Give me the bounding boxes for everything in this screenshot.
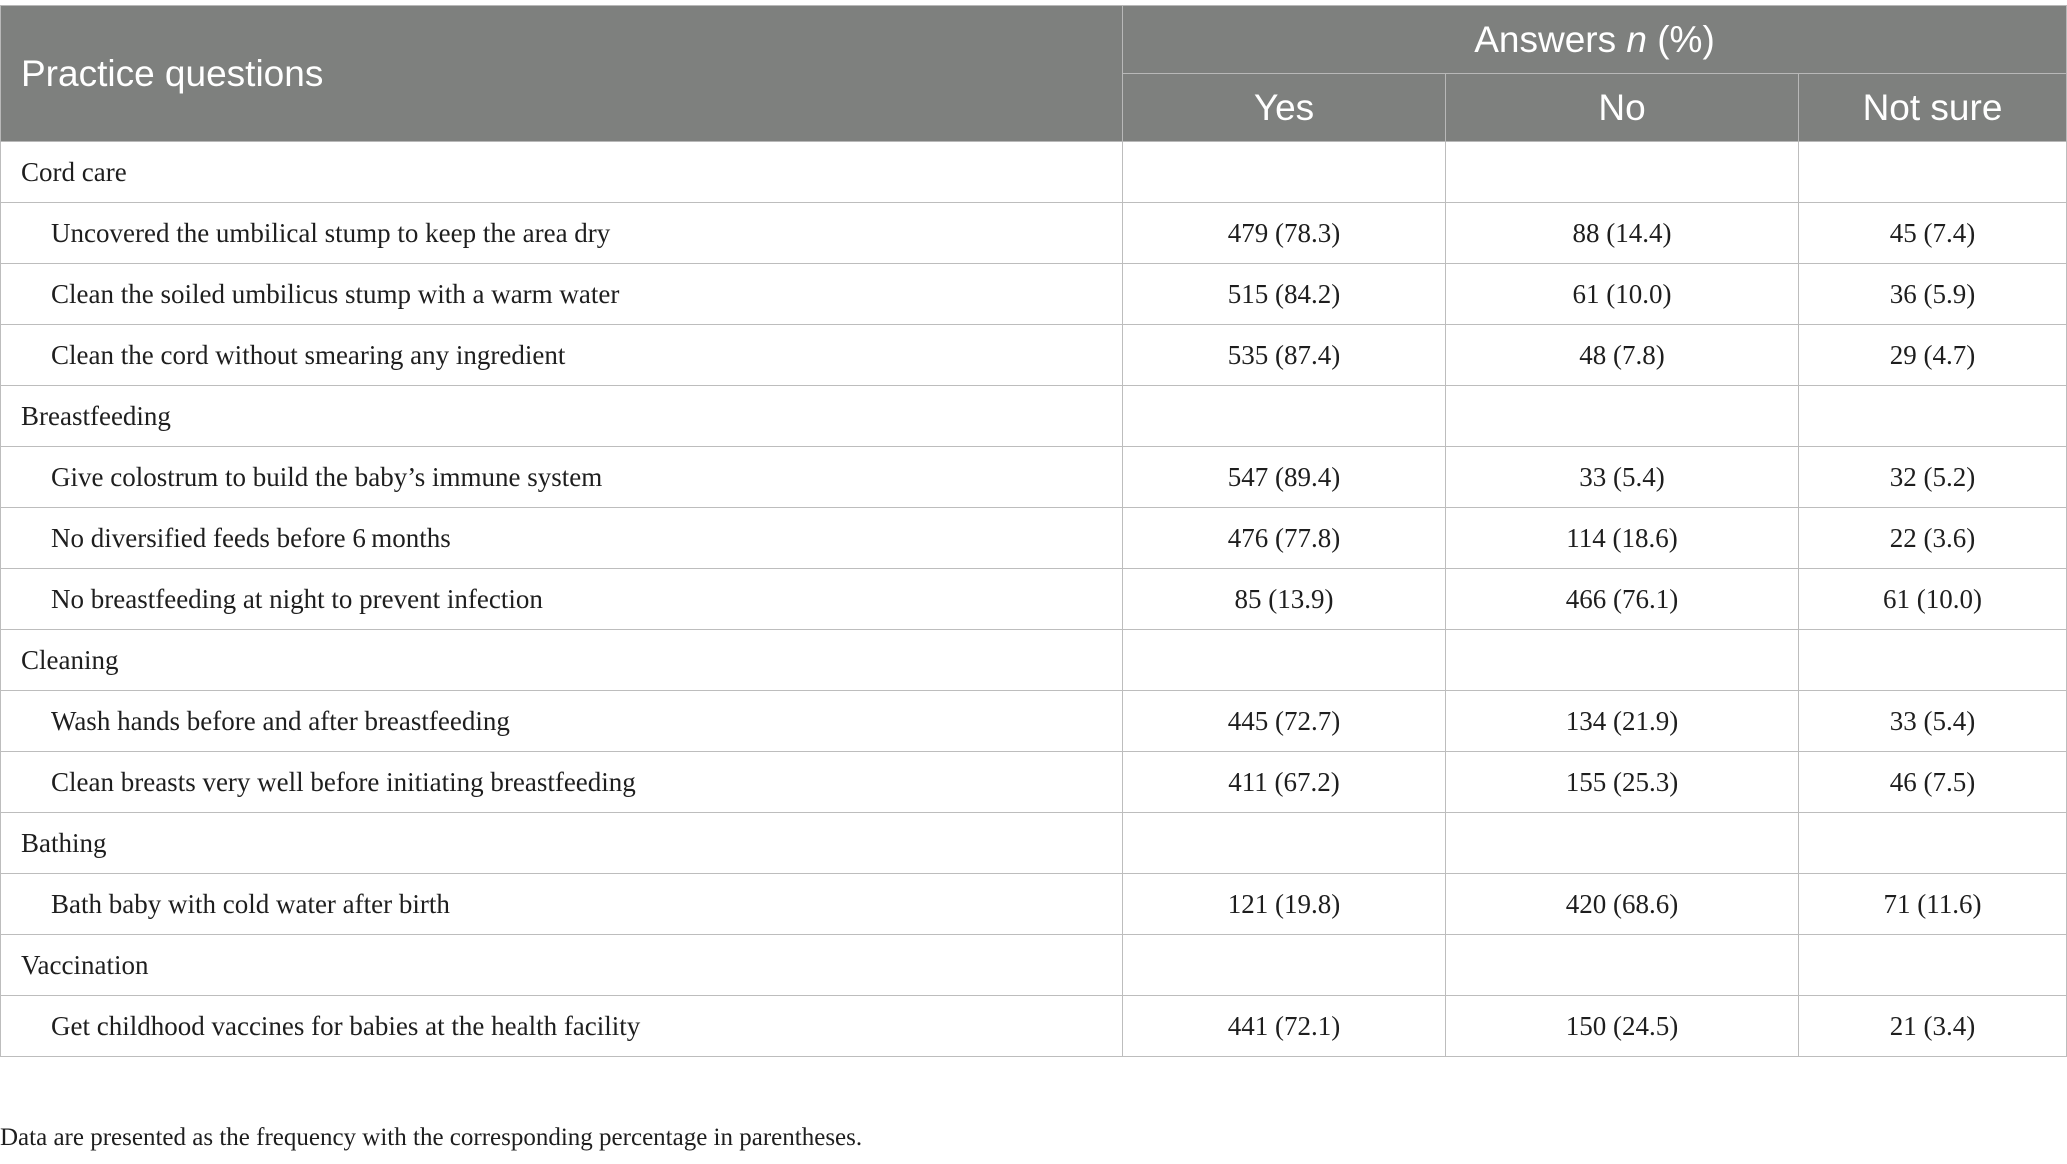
yes-value: 547 (89.4) — [1123, 447, 1446, 508]
no-value: 155 (25.3) — [1446, 752, 1799, 813]
no-value: 150 (24.5) — [1446, 996, 1799, 1057]
not-sure-value: 71 (11.6) — [1799, 874, 2067, 935]
not-sure-value: 22 (3.6) — [1799, 508, 2067, 569]
empty-cell — [1799, 630, 2067, 691]
no-value: 48 (7.8) — [1446, 325, 1799, 386]
category-label: Vaccination — [1, 935, 1123, 996]
answers-n: n — [1626, 18, 1647, 60]
table-row — [1, 996, 2067, 1057]
table-row — [1, 691, 2067, 752]
empty-cell — [1446, 935, 1799, 996]
table-header — [1, 6, 2067, 142]
yes-value: 515 (84.2) — [1123, 264, 1446, 325]
practice-table — [0, 5, 2067, 1057]
table-row — [1, 935, 2067, 996]
header-answers — [1123, 6, 2067, 74]
question-label: No diversified feeds before 6 months — [1, 508, 1123, 569]
table-row — [1, 752, 2067, 813]
question-label: Uncovered the umbilical stump to keep the area dry — [1, 203, 1123, 264]
no-value: 134 (21.9) — [1446, 691, 1799, 752]
yes-value: 121 (19.8) — [1123, 874, 1446, 935]
category-label: Cord care — [1, 142, 1123, 203]
no-value: 420 (68.6) — [1446, 874, 1799, 935]
empty-cell — [1446, 813, 1799, 874]
empty-cell — [1123, 935, 1446, 996]
question-label: Clean the cord without smearing any ingredient — [1, 325, 1123, 386]
question-label: Bath baby with cold water after birth — [1, 874, 1123, 935]
yes-value: 535 (87.4) — [1123, 325, 1446, 386]
table-body — [1, 142, 2067, 1057]
header-practice-questions: Practice questions — [1, 6, 1123, 142]
empty-cell — [1446, 630, 1799, 691]
header-no: No — [1446, 74, 1799, 142]
empty-cell — [1799, 386, 2067, 447]
table-row — [1, 142, 2067, 203]
no-value: 466 (76.1) — [1446, 569, 1799, 630]
question-label: Get childhood vaccines for babies at the health facility — [1, 996, 1123, 1057]
table-row — [1, 874, 2067, 935]
header-yes: Yes — [1123, 74, 1446, 142]
table-row — [1, 630, 2067, 691]
empty-cell — [1446, 386, 1799, 447]
header-not-sure: Not sure — [1799, 74, 2067, 142]
table-row — [1, 447, 2067, 508]
question-label: Give colostrum to build the baby’s immune system — [1, 447, 1123, 508]
empty-cell — [1799, 142, 2067, 203]
yes-value: 441 (72.1) — [1123, 996, 1446, 1057]
not-sure-value: 45 (7.4) — [1799, 203, 2067, 264]
not-sure-value: 36 (5.9) — [1799, 264, 2067, 325]
table-container — [0, 5, 2067, 1057]
no-value: 61 (10.0) — [1446, 264, 1799, 325]
answers-suffix: (%) — [1646, 18, 1715, 60]
empty-cell — [1799, 935, 2067, 996]
not-sure-value: 61 (10.0) — [1799, 569, 2067, 630]
no-value: 114 (18.6) — [1446, 508, 1799, 569]
yes-value: 476 (77.8) — [1123, 508, 1446, 569]
table-footnote: Data are presented as the frequency with the corresponding percentage in parentheses. — [0, 1124, 863, 1151]
table-row — [1, 508, 2067, 569]
not-sure-value: 29 (4.7) — [1799, 325, 2067, 386]
question-label: No breastfeeding at night to prevent infection — [1, 569, 1123, 630]
not-sure-value: 46 (7.5) — [1799, 752, 2067, 813]
question-label: Clean breasts very well before initiating breastfeeding — [1, 752, 1123, 813]
no-value: 33 (5.4) — [1446, 447, 1799, 508]
yes-value: 479 (78.3) — [1123, 203, 1446, 264]
table-row — [1, 569, 2067, 630]
question-label: Clean the soiled umbilicus stump with a warm water — [1, 264, 1123, 325]
empty-cell — [1123, 630, 1446, 691]
empty-cell — [1799, 813, 2067, 874]
table-row — [1, 264, 2067, 325]
no-value: 88 (14.4) — [1446, 203, 1799, 264]
category-label: Cleaning — [1, 630, 1123, 691]
table-row — [1, 813, 2067, 874]
yes-value: 85 (13.9) — [1123, 569, 1446, 630]
not-sure-value: 33 (5.4) — [1799, 691, 2067, 752]
category-label: Breastfeeding — [1, 386, 1123, 447]
table-row — [1, 203, 2067, 264]
question-label: Wash hands before and after breastfeeding — [1, 691, 1123, 752]
not-sure-value: 32 (5.2) — [1799, 447, 2067, 508]
empty-cell — [1123, 142, 1446, 203]
category-label: Bathing — [1, 813, 1123, 874]
empty-cell — [1123, 813, 1446, 874]
not-sure-value: 21 (3.4) — [1799, 996, 2067, 1057]
answers-prefix: Answers — [1474, 18, 1627, 60]
table-row — [1, 386, 2067, 447]
empty-cell — [1446, 142, 1799, 203]
table-row — [1, 325, 2067, 386]
yes-value: 445 (72.7) — [1123, 691, 1446, 752]
empty-cell — [1123, 386, 1446, 447]
yes-value: 411 (67.2) — [1123, 752, 1446, 813]
